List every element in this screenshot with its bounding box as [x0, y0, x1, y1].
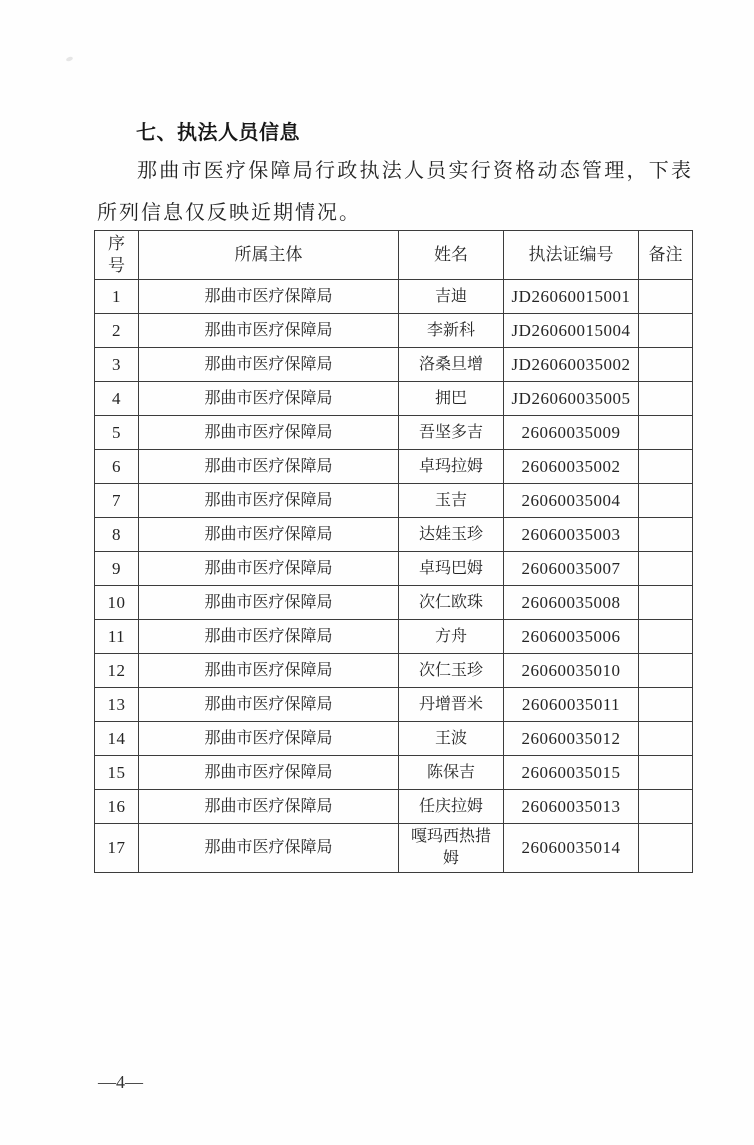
cell-remark: [639, 722, 693, 756]
cell-index: 10: [95, 586, 139, 620]
cell-entity: 那曲市医疗保障局: [139, 348, 399, 382]
section-heading: 七、执法人员信息: [136, 122, 300, 144]
cell-entity: 那曲市医疗保障局: [139, 382, 399, 416]
cell-index: 14: [95, 722, 139, 756]
cell-name: 李新科: [399, 314, 504, 348]
cell-entity: 那曲市医疗保障局: [139, 552, 399, 586]
cell-cert-no: 26060035006: [504, 620, 639, 654]
cell-remark: [639, 518, 693, 552]
cell-cert-no: 26060035003: [504, 518, 639, 552]
cell-entity: 那曲市医疗保障局: [139, 654, 399, 688]
table-row: [95, 518, 693, 552]
cell-index: 2: [95, 314, 139, 348]
cell-entity: 那曲市医疗保障局: [139, 518, 399, 552]
cell-index: 15: [95, 756, 139, 790]
cell-name: 次仁欧珠: [399, 586, 504, 620]
cell-remark: [639, 280, 693, 314]
cell-name: 丹增晋米: [399, 688, 504, 722]
cell-cert-no: 26060035004: [504, 484, 639, 518]
cell-entity: 那曲市医疗保障局: [139, 450, 399, 484]
cell-remark: [639, 450, 693, 484]
cell-entity: 那曲市医疗保障局: [139, 416, 399, 450]
personnel-table: [94, 230, 693, 873]
cell-remark: [639, 824, 693, 873]
cell-index: 7: [95, 484, 139, 518]
cell-index: 6: [95, 450, 139, 484]
cell-entity: 那曲市医疗保障局: [139, 620, 399, 654]
cell-entity: 那曲市医疗保障局: [139, 722, 399, 756]
cell-name: 方舟: [399, 620, 504, 654]
cell-cert-no: 26060035009: [504, 416, 639, 450]
col-header-remark: 备注: [639, 231, 693, 280]
cell-name: 卓玛巴姆: [399, 552, 504, 586]
col-header-cert-no: 执法证编号: [504, 231, 639, 280]
table-row: [95, 416, 693, 450]
table-row: [95, 654, 693, 688]
col-header-index: 序号: [95, 231, 139, 280]
table-row: [95, 450, 693, 484]
table-row: [95, 688, 693, 722]
cell-name: 陈保吉: [399, 756, 504, 790]
table-row: [95, 756, 693, 790]
cell-entity: 那曲市医疗保障局: [139, 756, 399, 790]
cell-entity: 那曲市医疗保障局: [139, 484, 399, 518]
table-row: [95, 790, 693, 824]
personnel-table-body: [95, 280, 693, 873]
cell-name: 吾坚多吉: [399, 416, 504, 450]
cell-cert-no: JD26060035005: [504, 382, 639, 416]
cell-remark: [639, 620, 693, 654]
cell-name: 达娃玉珍: [399, 518, 504, 552]
cell-remark: [639, 756, 693, 790]
cell-entity: 那曲市医疗保障局: [139, 790, 399, 824]
cell-entity: 那曲市医疗保障局: [139, 314, 399, 348]
cell-remark: [639, 348, 693, 382]
cell-index: 12: [95, 654, 139, 688]
cell-name: 洛桑旦增: [399, 348, 504, 382]
cell-remark: [639, 552, 693, 586]
cell-remark: [639, 790, 693, 824]
cell-cert-no: JD26060015001: [504, 280, 639, 314]
table-header-row: [95, 231, 693, 280]
table-row: [95, 382, 693, 416]
cell-remark: [639, 314, 693, 348]
cell-name: 次仁玉珍: [399, 654, 504, 688]
cell-remark: [639, 484, 693, 518]
cell-index: 4: [95, 382, 139, 416]
cell-name: 吉迪: [399, 280, 504, 314]
cell-remark: [639, 586, 693, 620]
cell-index: 9: [95, 552, 139, 586]
cell-cert-no: 26060035014: [504, 824, 639, 873]
cell-index: 17: [95, 824, 139, 873]
cell-name: 卓玛拉姆: [399, 450, 504, 484]
cell-cert-no: JD26060035002: [504, 348, 639, 382]
section-paragraph: 那曲市医疗保障局行政执法人员实行资格动态管理，下表所列信息仅反映近期情况。: [97, 160, 693, 224]
cell-cert-no: JD26060015004: [504, 314, 639, 348]
cell-name: 玉吉: [399, 484, 504, 518]
cell-index: 8: [95, 518, 139, 552]
table-row: [95, 722, 693, 756]
table-row: [95, 620, 693, 654]
cell-entity: 那曲市医疗保障局: [139, 688, 399, 722]
cell-remark: [639, 382, 693, 416]
table-row: [95, 484, 693, 518]
cell-cert-no: 26060035011: [504, 688, 639, 722]
cell-entity: 那曲市医疗保障局: [139, 280, 399, 314]
cell-entity: 那曲市医疗保障局: [139, 824, 399, 873]
col-header-name: 姓名: [399, 231, 504, 280]
cell-index: 11: [95, 620, 139, 654]
cell-index: 3: [95, 348, 139, 382]
cell-index: 13: [95, 688, 139, 722]
cell-entity: 那曲市医疗保障局: [139, 586, 399, 620]
cell-remark: [639, 688, 693, 722]
cell-index: 16: [95, 790, 139, 824]
cell-cert-no: 26060035013: [504, 790, 639, 824]
table-row: [95, 314, 693, 348]
cell-cert-no: 26060035007: [504, 552, 639, 586]
cell-index: 5: [95, 416, 139, 450]
cell-name: 拥巴: [399, 382, 504, 416]
page-number: —4—: [98, 1072, 143, 1092]
table-row: [95, 348, 693, 382]
cell-cert-no: 26060035012: [504, 722, 639, 756]
cell-cert-no: 26060035002: [504, 450, 639, 484]
col-header-entity: 所属主体: [139, 231, 399, 280]
table-row: [95, 280, 693, 314]
cell-name: 王波: [399, 722, 504, 756]
cell-index: 1: [95, 280, 139, 314]
table-row: [95, 586, 693, 620]
cell-cert-no: 26060035010: [504, 654, 639, 688]
cell-remark: [639, 654, 693, 688]
cell-name: 嘎玛西热措姆: [399, 824, 504, 873]
cell-cert-no: 26060035008: [504, 586, 639, 620]
cell-cert-no: 26060035015: [504, 756, 639, 790]
cell-remark: [639, 416, 693, 450]
cell-name: 任庆拉姆: [399, 790, 504, 824]
scan-artifact: [66, 56, 74, 62]
table-row: [95, 552, 693, 586]
table-row: [95, 824, 693, 873]
